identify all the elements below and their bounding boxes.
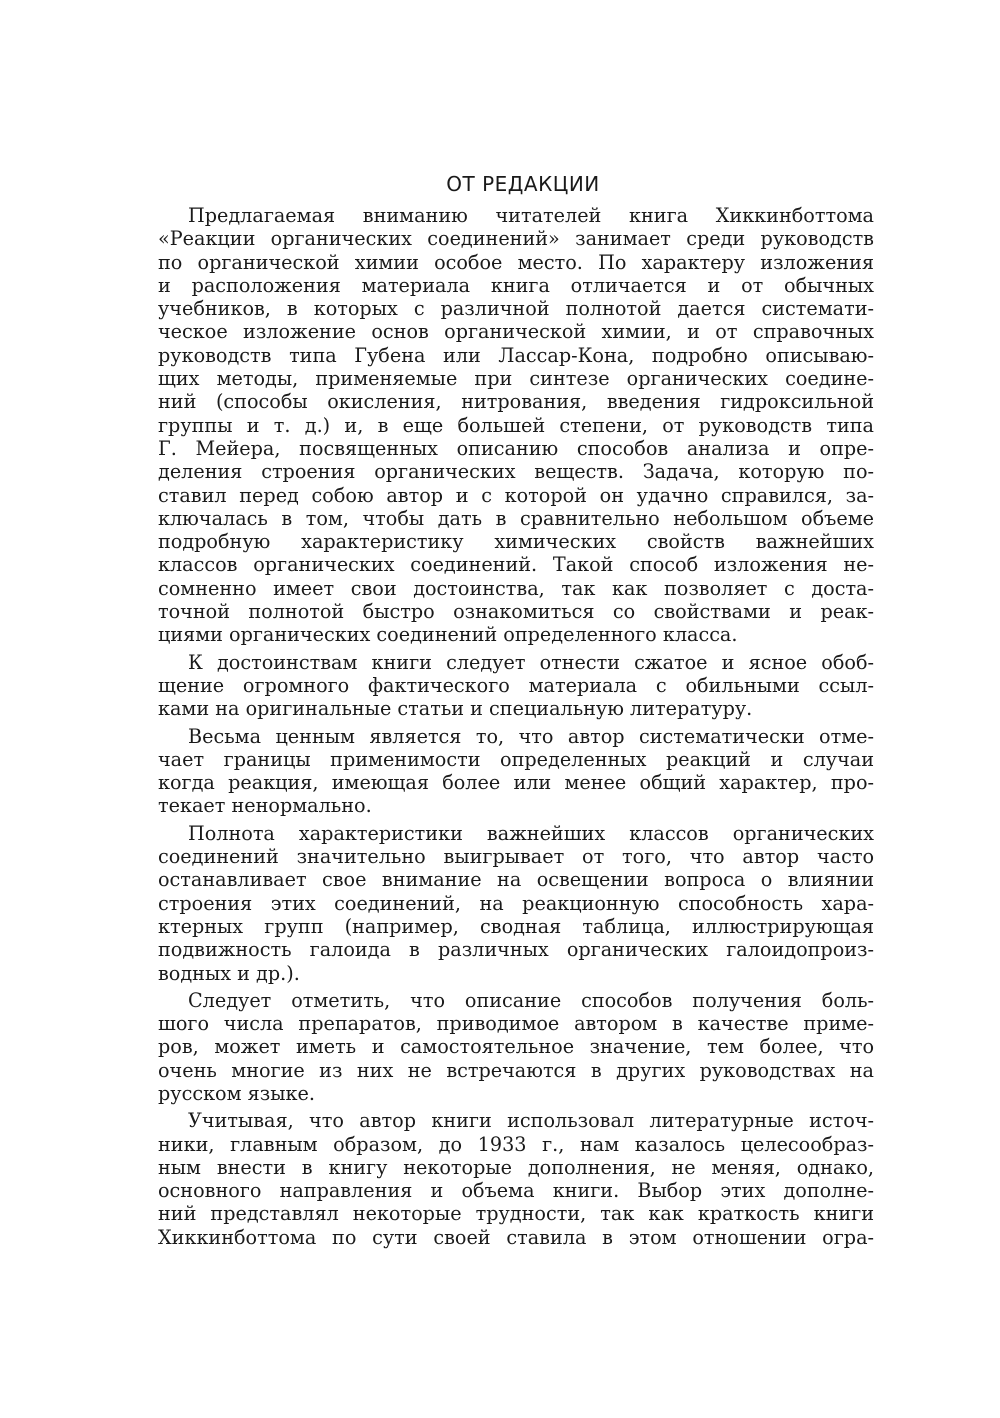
text-line: ники, главным образом, до 1933 г., нам казалось целесообраз- (158, 1132, 874, 1156)
text-line: ний (способы окисления, нитрования, введения гидроксильной (158, 390, 874, 414)
text-line: чает границы применимости определенных реакций и случаи (158, 747, 874, 771)
text-line: учебников, в которых с различной полнотой дается системати- (158, 297, 874, 321)
text-line: Хиккинботтома по сути своей ставила в этом отношении огра- (158, 1225, 874, 1249)
text-line: русском языке. (158, 1081, 315, 1105)
text-line: ческое изложение основ органической химии, и от справочных (158, 320, 874, 344)
text-line: К достоинствам книги следует отнести сжатое и ясное обоб- (188, 650, 874, 674)
paragraph (158, 822, 874, 985)
text-line: щение огромного фактического материала с обильными ссыл- (158, 673, 874, 697)
paragraph (158, 1109, 874, 1249)
text-line: водных и др.). (158, 961, 300, 985)
text-line: сомненно имеет свои достоинства, так как позволяет с доста- (158, 576, 874, 600)
text-body (158, 204, 874, 1249)
text-line: ров, может иметь и самостоятельное значение, тем более, что (158, 1035, 874, 1059)
text-line: когда реакция, имеющая более или менее общий характер, про- (158, 771, 874, 795)
text-line: Г. Мейера, посвященных описанию способов анализа и опре- (158, 436, 874, 460)
text-line: Предлагаемая вниманию читателей книга Хиккинботтома (188, 204, 874, 227)
text-line: основного направления и объема книги. Выбор этих дополне- (158, 1179, 874, 1203)
text-line: соединений значительно выигрывает от того, что автор часто (158, 845, 874, 869)
page-body (158, 172, 874, 1253)
text-line: руководств типа Губена или Лассар-Кона, подробно описываю- (158, 343, 874, 367)
text-line: и расположения материала книга отличается и от обычных (158, 273, 874, 297)
text-line: циями органических соединений определенного класса. (158, 623, 738, 647)
text-line: шого числа препаратов, приводимое автором в качестве приме- (158, 1012, 874, 1036)
text-line: Учитывая, что автор книги использовал литературные источ- (188, 1109, 874, 1133)
text-line: ний представлял некоторые трудности, так как краткость книги (158, 1202, 874, 1226)
text-line: группы и т. д.) и, в еще большей степени, от руководств типа (158, 413, 874, 437)
text-line: классов органических соединений. Такой способ изложения не- (158, 553, 874, 577)
text-line: Весьма ценным является то, что автор систематически отме- (188, 724, 874, 748)
text-line: подробную характеристику химических свойств важнейших (158, 530, 874, 554)
text-line: Полнота характеристики важнейших классов органических (188, 821, 874, 845)
text-line: «Реакции органических соединений» занимает среди руководств (158, 227, 874, 251)
paragraph (158, 725, 874, 818)
text-line: останавливает свое внимание на освещении вопроса о влиянии (158, 868, 874, 892)
text-line: ключалась в том, чтобы дать в сравнительно небольшом объеме (158, 506, 874, 530)
page-title: ОТ РЕДАКЦИИ (446, 172, 600, 196)
text-line: Следует отметить, что описание способов получения боль- (188, 988, 874, 1012)
text-line: ставил перед собою автор и с которой он удачно справился, за- (158, 483, 874, 507)
text-line: ным внести в книгу некоторые дополнения, не меняя, однако, (158, 1155, 874, 1179)
text-line: по органической химии особое место. По характеру изложения (158, 250, 874, 274)
text-line: очень многие из них не встречаются в других руководствах на (158, 1058, 874, 1082)
paragraph (158, 204, 874, 647)
text-line: ками на оригинальные статьи и специальную литературу. (158, 697, 753, 721)
text-line: деления строения органических веществ. Задача, которую по- (158, 460, 874, 484)
text-line: щих методы, применяемые при синтезе органических соедине- (158, 367, 874, 391)
paragraph (158, 651, 874, 721)
text-line: строения этих соединений, на реакционную способность хара- (158, 891, 874, 915)
text-line: ктерных групп (например, сводная таблица, иллюстрирующая (158, 914, 874, 938)
paragraph (158, 989, 874, 1105)
text-line: точной полнотой быстро ознакомиться со свойствами и реак- (158, 600, 874, 624)
text-line: подвижность галоида в различных органических галоидопроиз- (158, 938, 874, 962)
text-line: текает ненормально. (158, 794, 372, 818)
